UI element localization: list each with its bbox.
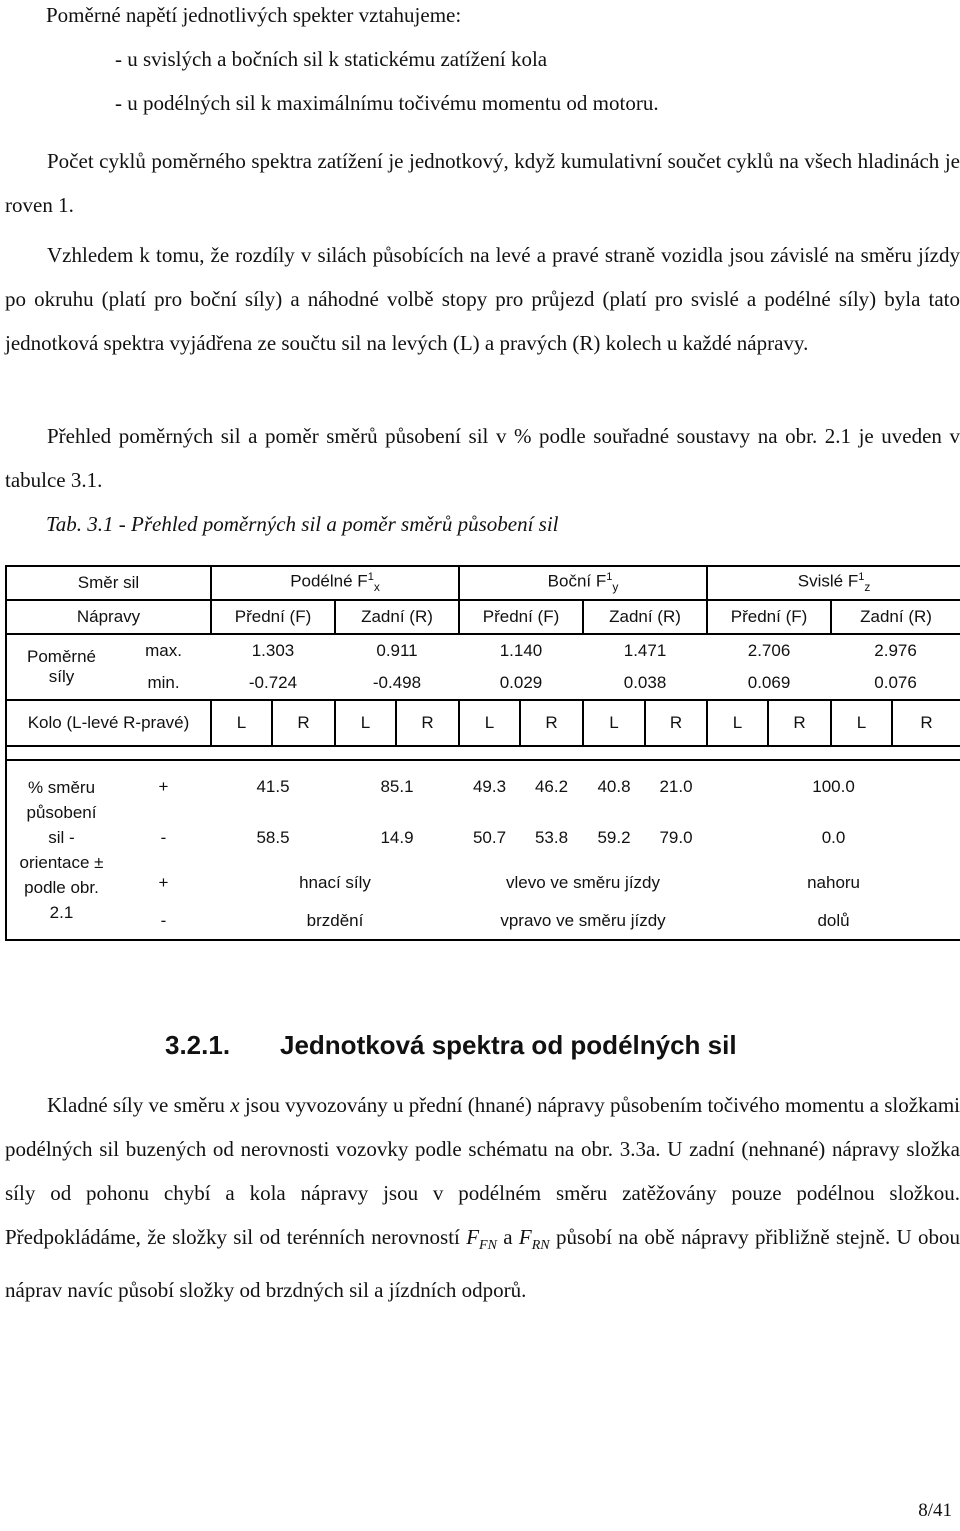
label-direction-percent: % směru působení sil - orientace ± podle obr. 2.1	[6, 760, 116, 940]
wheel-cell: L	[831, 700, 892, 746]
value-cell: 1.303	[211, 634, 335, 667]
value-cell: -0.498	[372, 673, 422, 692]
axle-front: Přední (F)	[707, 600, 831, 634]
row-minus-percent	[6, 812, 960, 864]
row-min	[6, 667, 960, 700]
wheel-cell: L	[211, 700, 272, 746]
axle-front: Přední (F)	[459, 600, 583, 634]
value-cell: 40.8	[583, 760, 645, 812]
axle-rear: Zadní (R)	[335, 600, 459, 634]
wheel-cell: R	[396, 700, 459, 746]
paragraph-differences: Vzhledem k tomu, že rozdíly v silách působících na levé a pravé straně vozidla jsou závislé na směru jízdy po okruhu (platí pro boční síly) a náhodné volbě stopy pro průjezd (platí pro svislé a podélné síly) byla tato jednotková spektra vyjádřena ze součtu sil na levých (L) a pravých (R) kolech u každé nápravy.	[5, 243, 960, 355]
wheel-cell: L	[583, 700, 645, 746]
value-cell: 59.2	[597, 828, 631, 847]
meaning-cell: nahoru	[707, 864, 960, 902]
label-wheel: Kolo (L-levé R-pravé)	[6, 700, 211, 746]
section-number: 3.2.1.	[165, 1030, 231, 1060]
sign-minus: -	[116, 902, 211, 940]
meaning-cell: hnací síly	[299, 873, 371, 892]
value-cell: 0.069	[747, 673, 791, 692]
meaning-cell: vlevo ve směru jízdy	[506, 873, 661, 892]
value-cell: 14.9	[380, 828, 414, 847]
meaning-cell: brzdění	[211, 902, 459, 940]
row-max	[6, 634, 960, 667]
axle-rear: Zadní (R)	[831, 600, 960, 634]
header-longitudinal: Podélné $F^1_x$	[211, 566, 459, 600]
value-cell: 41.5	[211, 760, 335, 812]
wheel-cell: R	[272, 700, 335, 746]
value-cell: 100.0	[707, 760, 960, 812]
value-cell: 2.976	[831, 634, 960, 667]
label-force-direction: Směr sil	[6, 566, 211, 600]
section-heading	[165, 1030, 737, 1061]
section-title: Jednotková spektra od podélných sil	[280, 1030, 737, 1060]
wheel-cell: R	[645, 700, 707, 746]
value-cell: 1.471	[583, 634, 707, 667]
row-plus-meaning	[6, 864, 960, 902]
wheel-cell: L	[707, 700, 768, 746]
symbol-frn: $F_{RN}$	[518, 1225, 550, 1254]
value-cell: 0.911	[335, 634, 459, 667]
bullet-longitudinal: - u podélných sil k maximálnímu točivému momentu od motoru.	[115, 91, 659, 115]
wheel-cell: L	[335, 700, 396, 746]
relative-forces-table	[5, 565, 960, 941]
value-cell: 0.0	[707, 812, 960, 864]
wheel-cell: R	[520, 700, 583, 746]
axle-rear: Zadní (R)	[583, 600, 707, 634]
value-cell: 1.140	[459, 634, 583, 667]
row-minus-meaning	[6, 902, 960, 940]
axle-front: Přední (F)	[211, 600, 335, 634]
table-caption: Tab. 3.1 - Přehled poměrných sil a poměr směrů působení sil	[46, 512, 559, 536]
value-cell: 0.038	[623, 673, 667, 692]
wheel-cell: R	[892, 700, 960, 746]
value-cell: 46.2	[520, 760, 583, 812]
value-cell: 0.029	[499, 673, 543, 692]
value-cell: 58.5	[256, 828, 290, 847]
value-cell: 50.7	[472, 828, 507, 847]
paragraph-cycles: Počet cyklů poměrného spektra zatížení je jednotkový, když kumulativní součet cyklů na všech hladinách je roven 1.	[5, 149, 960, 217]
bullet-vertical-lateral: - u svislých a bočních sil k statickému zatížení kola	[115, 47, 548, 71]
label-max: max.	[116, 634, 211, 667]
wheel-cell: R	[768, 700, 831, 746]
label-relative-forces: Poměrné síly	[6, 634, 116, 700]
page-number: 8/41	[918, 1500, 952, 1521]
sign-minus: -	[160, 828, 167, 847]
wheel-cell: L	[459, 700, 520, 746]
header-lateral: Boční $F^1_y$	[459, 566, 707, 600]
paragraph-longitudinal: Kladné síly ve směru x jsou vyvozovány u přední (hnané) nápravy působením točivého momentu a složkami podélných sil buzených od nerovnosti vozovky podle schématu na obr. 3.3a. U zadní (nehnané) nápravy složka síly od pohonu chybí a kola nápravy jsou v podélném směru zatěžovány pouze podélnou složkou. Předpokládáme, že složky sil od terénních nerovností $F_{FN}$ a $F_{RN}$ působí na obě nápravy přibližně stejně. U obou náprav navíc působí složky od brzdných sil a jízdních odporů.	[5, 1093, 960, 1303]
row-force-direction	[6, 566, 960, 600]
value-cell: 0.076	[831, 667, 960, 700]
row-axles	[6, 600, 960, 634]
symbol-ffn: $F_{FN}$	[466, 1225, 497, 1254]
sign-plus: +	[116, 760, 211, 812]
intro-line: Poměrné napětí jednotlivých spekter vztahujeme:	[46, 3, 462, 27]
value-cell: 21.0	[645, 760, 707, 812]
paragraph-overview: Přehled poměrných sil a poměr směrů působení sil v % podle souřadné soustavy na obr. 2.1 je uveden v tabulce 3.1.	[5, 424, 960, 492]
value-cell: 53.8	[534, 828, 569, 847]
value-cell: 85.1	[335, 760, 459, 812]
value-cell: 49.3	[459, 760, 520, 812]
row-plus-percent	[6, 760, 960, 812]
spacer-row	[6, 746, 960, 760]
value-cell: -0.724	[248, 673, 298, 692]
header-vertical: Svislé $F^1_z$	[707, 566, 960, 600]
meaning-cell: vpravo ve směru jízdy	[459, 902, 707, 940]
label-min: min.	[147, 673, 180, 692]
label-axles: Nápravy	[6, 600, 211, 634]
row-wheel	[6, 700, 960, 746]
meaning-cell: dolů	[707, 902, 960, 940]
sign-plus: +	[158, 873, 169, 892]
value-cell: 79.0	[659, 828, 693, 847]
value-cell: 2.706	[707, 634, 831, 667]
